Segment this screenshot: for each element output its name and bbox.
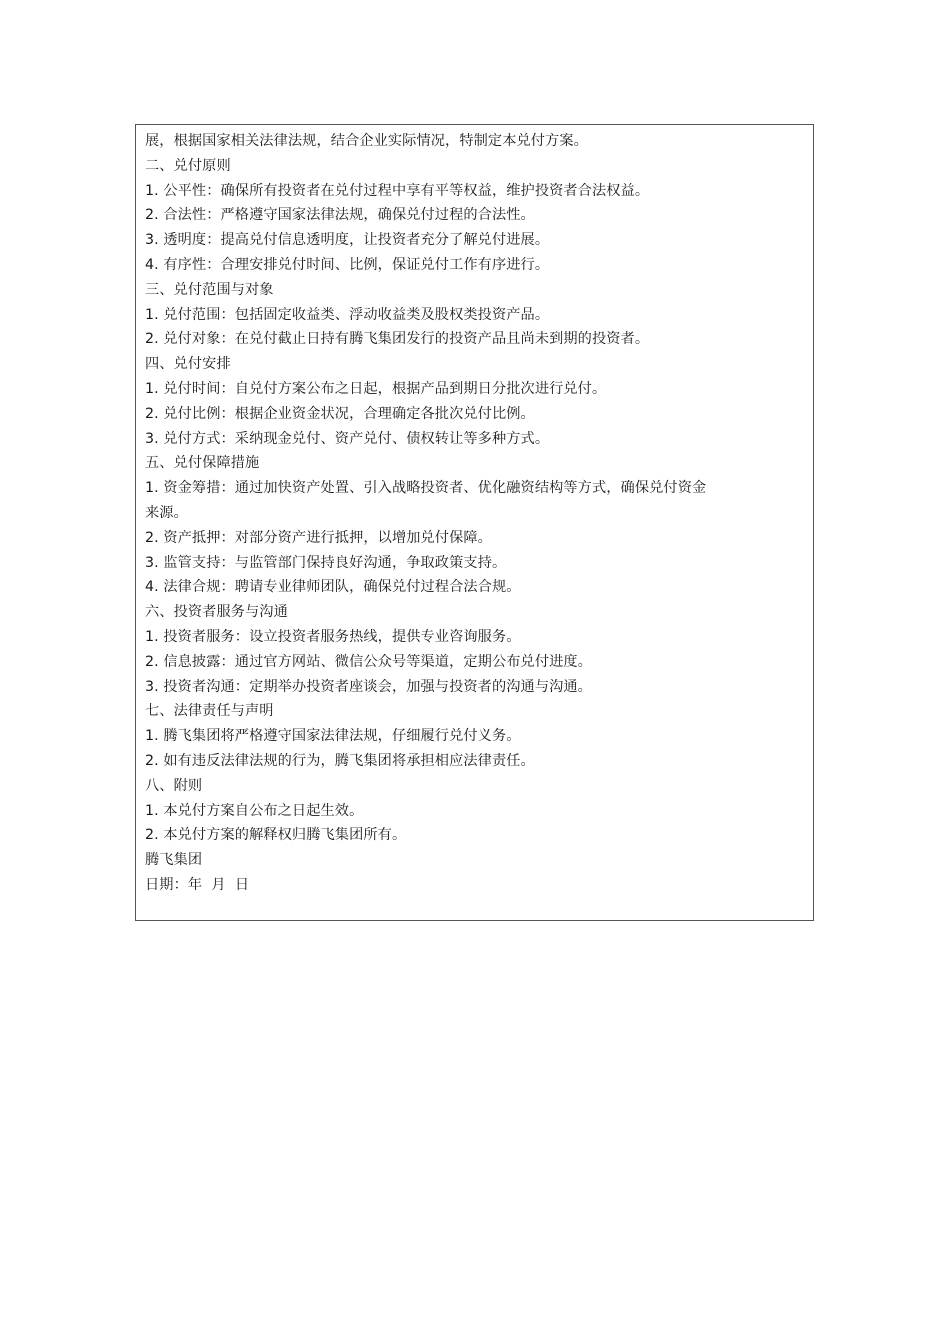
list-item: 3. 兑付方式：采纳现金兑付、资产兑付、债权转让等多种方式。: [145, 430, 550, 447]
list-item: 2. 资产抵押：对部分资产进行抵押，以增加兑付保障。: [145, 529, 492, 546]
list-item: 3. 监管支持：与监管部门保持良好沟通，争取政策支持。: [145, 554, 507, 571]
list-item: 2. 兑付对象：在兑付截止日持有腾飞集团发行的投资产品且尚未到期的投资者。: [145, 331, 650, 348]
section-heading: 三、兑付范围与对象: [145, 281, 274, 298]
list-item: 1. 资金筹措：通过加快资产处置、引入战略投资者、优化融资结构等方式，确保兑付资金: [145, 480, 707, 497]
list-item: 3. 投资者沟通：定期举办投资者座谈会，加强与投资者的沟通与沟通。: [145, 678, 592, 695]
list-item: 3. 透明度：提高兑付信息透明度，让投资者充分了解兑付进展。: [145, 232, 550, 249]
list-item: 2. 如有违反法律法规的行为，腾飞集团将承担相应法律责任。: [145, 752, 535, 769]
paragraph-line: 展，根据国家相关法律法规，结合企业实际情况，特制定本兑付方案。: [145, 133, 588, 149]
list-item: 1. 投资者服务：设立投资者服务热线，提供专业咨询服务。: [145, 628, 521, 645]
section-heading: 六、投资者服务与沟通: [145, 604, 288, 621]
list-item: 1. 兑付范围：包括固定收益类、浮动收益类及股权类投资产品。: [145, 306, 550, 323]
list-item: 1. 腾飞集团将严格遵守国家法律法规，仔细履行兑付义务。: [145, 728, 521, 745]
section-heading: 二、兑付原则: [145, 157, 231, 174]
list-item: 1. 兑付时间：自兑付方案公布之日起，根据产品到期日分批次进行兑付。: [145, 380, 607, 397]
list-item: 4. 有序性：合理安排兑付时间、比例，保证兑付工作有序进行。: [145, 256, 550, 273]
list-item: 1. 本兑付方案自公布之日起生效。: [145, 802, 364, 819]
document-text-box: [135, 124, 814, 921]
list-item: 2. 本兑付方案的解释权归腾飞集团所有。: [145, 827, 407, 844]
list-item: 2. 信息披露：通过官方网站、微信公众号等渠道，定期公布兑付进度。: [145, 653, 592, 670]
list-item: 1. 公平性：确保所有投资者在兑付过程中享有平等权益，维护投资者合法权益。: [145, 182, 650, 199]
signature-date: 日期：年 月 日: [145, 876, 250, 893]
list-item-continuation: 来源。: [145, 504, 188, 521]
section-heading: 七、法律责任与声明: [145, 703, 274, 720]
section-heading: 四、兑付安排: [145, 356, 231, 373]
section-heading: 八、附则: [145, 777, 203, 794]
section-heading: 五、兑付保障措施: [145, 455, 260, 472]
list-item: 2. 兑付比例：根据企业资金状况，合理确定各批次兑付比例。: [145, 405, 535, 422]
list-item: 4. 法律合规：聘请专业律师团队，确保兑付过程合法合规。: [145, 579, 521, 596]
signature-company: 腾飞集团: [145, 852, 203, 869]
list-item: 2. 合法性：严格遵守国家法律法规，确保兑付过程的合法性。: [145, 207, 535, 224]
